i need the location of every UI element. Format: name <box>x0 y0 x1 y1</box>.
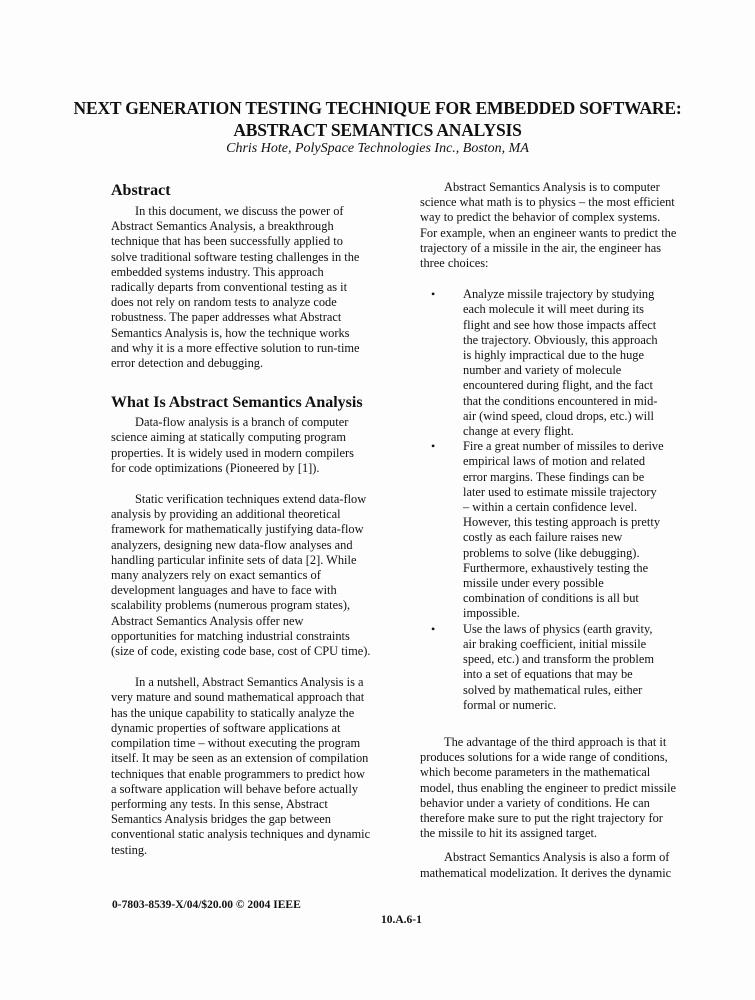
text-line: empirical laws of motion and related <box>463 454 646 469</box>
text-line: into a set of equations that may be <box>463 667 633 682</box>
text-line: a software application will behave before actually <box>111 781 359 796</box>
text-line: In a nutshell, Abstract Semantics Analysis is a <box>135 675 364 690</box>
text-line: In this document, we discuss the power of <box>135 204 344 218</box>
text-line: (size of code, existing code base, cost of CPU time). <box>111 644 371 659</box>
abstract-paragraph <box>111 204 396 371</box>
text-line: that the conditions encountered in mid- <box>463 393 658 408</box>
text-line: encountered during flight, and the fact <box>463 378 653 393</box>
text-line: framework for mathematically justifying data-flow <box>111 522 364 537</box>
text-line: way to predict the behavior of complex systems. <box>420 210 661 225</box>
list-item-fire-missiles <box>426 439 710 621</box>
text-line: each molecule it will meet during its <box>463 302 644 317</box>
text-line: scalability problems (numerous program states), <box>111 598 351 613</box>
text-line: compilation time – without executing the program <box>111 736 361 751</box>
text-line: Furthermore, exhaustively testing the <box>463 560 649 575</box>
text-line: missile under every possible <box>463 576 604 591</box>
text-line: For example, when an engineer wants to predict the <box>420 225 677 240</box>
text-line: change at every flight. <box>463 424 574 439</box>
text-line: air (wind speed, cloud drops, etc.) will <box>463 408 654 423</box>
text-line: testing. <box>111 842 148 857</box>
text-line: error margins. These findings can be <box>463 469 645 484</box>
text-line: – within a certain confidence level. <box>463 500 638 515</box>
text-line: Abstract Semantics Analysis is to computer <box>444 180 660 194</box>
text-line: properties. It is widely used in modern compilers <box>111 445 354 460</box>
bullet-icon: • <box>431 439 436 454</box>
paragraph-third-approach-advantage <box>420 735 710 841</box>
paragraph-nutshell <box>111 675 396 857</box>
text-line: robustness. The paper addresses what Abstract <box>111 310 342 325</box>
right-column <box>420 180 710 881</box>
text-line: trajectory of a missile in the air, the engineer has <box>420 240 662 255</box>
author-affiliation: Chris Hote, PolySpace Technologies Inc., Boston, MA <box>226 141 529 156</box>
text-line: which become parameters in the mathematical <box>420 765 651 780</box>
text-line: The advantage of the third approach is that it <box>444 734 667 749</box>
text-line: science what math is to physics – the most efficient <box>420 195 675 210</box>
text-line: mathematical modelization. It derives the dynamic <box>420 865 672 880</box>
paragraph-static-verification <box>111 492 396 659</box>
section-heading-what-is-asa: What Is Abstract Semantics Analysis <box>111 394 363 412</box>
text-line: three choices: <box>420 256 489 271</box>
text-line: very mature and sound mathematical approach that <box>111 690 365 705</box>
text-line: itself. It may be seen as an extension of compilation <box>111 751 369 766</box>
left-column <box>111 181 396 858</box>
text-line: costly as each failure raises new <box>463 530 623 545</box>
text-line: solve traditional software testing challenges in the <box>111 249 360 264</box>
text-line: behavior under a variety of conditions. He can <box>420 795 650 810</box>
page-number: 10.A.6-1 <box>381 914 422 926</box>
text-line: therefore make sure to put the right trajectory for <box>420 810 663 825</box>
text-line: opportunities for matching industrial constraints <box>111 628 350 643</box>
text-line: the missile to hit its assigned target. <box>420 826 598 841</box>
text-line: techniques that enable programmers to predict how <box>111 766 365 781</box>
text-line: solved by mathematical rules, either <box>463 682 643 697</box>
text-line: Abstract Semantics Analysis, a breakthrough <box>111 219 334 234</box>
text-line: However, this testing approach is pretty <box>463 515 661 530</box>
bullet-icon: • <box>431 621 436 636</box>
text-line: embedded systems industry. This approach <box>111 264 324 279</box>
text-line: produces solutions for a wide range of conditions, <box>420 750 668 765</box>
text-line: later used to estimate missile trajectory <box>463 484 657 499</box>
text-line: Fire a great number of missiles to derive <box>463 439 664 454</box>
text-line: Analyze missile trajectory by studying <box>463 287 655 302</box>
text-line: analyzers, designing new data-flow analyses and <box>111 537 353 552</box>
text-line: Abstract Semantics Analysis offer new <box>111 613 304 628</box>
text-line: dynamic properties of software applications at <box>111 720 341 735</box>
text-line: has the unique capability to statically analyze the <box>111 705 355 720</box>
text-line: model, thus enabling the engineer to predict missile <box>420 780 677 795</box>
text-line: Static verification techniques extend data-flow <box>135 492 367 507</box>
text-line: number and variety of molecule <box>463 363 622 378</box>
list-item-molecule-analysis <box>426 287 710 439</box>
text-line: does not rely on random tests to analyze code <box>111 295 337 310</box>
text-line: radically departs from conventional testing as it <box>111 280 348 295</box>
text-line: combination of conditions is all but <box>463 591 639 606</box>
bullet-list-choices <box>420 287 710 713</box>
text-line: air braking coefficient, initial missile <box>463 636 647 651</box>
text-line: is highly impractical due to the huge <box>463 348 644 363</box>
text-line: handling particular infinite sets of data [2]. While <box>111 552 357 567</box>
paper-title-line-2: ABSTRACT SEMANTICS ANALYSIS <box>233 120 522 140</box>
text-line: speed, etc.) and transform the problem <box>463 652 654 667</box>
text-line: Data-flow analysis is a branch of computer <box>135 415 349 430</box>
text-line: analysis by providing an additional theoretical <box>111 507 341 522</box>
paper-title <box>0 97 755 141</box>
text-line: performing any tests. In this sense, Abstract <box>111 796 328 811</box>
text-line: formal or numeric. <box>463 697 557 712</box>
list-item-laws-of-physics <box>426 622 710 713</box>
paper-title-line-1: NEXT GENERATION TESTING TECHNIQUE FOR EMBEDDED SOFTWARE: <box>73 98 682 118</box>
abstract-heading: Abstract <box>111 182 171 199</box>
text-line: technique that has been successfully applied to <box>111 234 343 249</box>
text-line: the trajectory. Obviously, this approach <box>463 332 658 347</box>
text-line: problems to solve (like debugging). <box>463 545 640 560</box>
text-line: flight and see how those impacts affect <box>463 317 657 332</box>
text-line: science aiming at statically computing program <box>111 430 347 445</box>
paragraph-data-flow <box>111 415 396 476</box>
text-line: Abstract Semantics Analysis is also a form of <box>444 850 670 865</box>
text-line: Semantics Analysis bridges the gap between <box>111 812 331 827</box>
text-line: error detection and debugging. <box>111 356 264 371</box>
text-line: many analyzers rely on exact semantics of <box>111 568 321 583</box>
text-line: for code optimizations (Pioneered by [1]). <box>111 460 320 475</box>
text-line: and why it is a more effective solution to run-time <box>111 340 360 355</box>
text-line: Use the laws of physics (earth gravity, <box>463 621 653 636</box>
text-line: conventional static analysis techniques and dynamic <box>111 827 371 842</box>
paragraph-asa-intro <box>420 180 710 271</box>
copyright-notice: 0-7803-8539-X/04/$20.00 © 2004 IEEE <box>112 899 301 911</box>
text-line: development languages and have to face with <box>111 583 337 598</box>
text-line: Semantics Analysis is, how the technique works <box>111 325 350 340</box>
bullet-icon: • <box>431 287 436 302</box>
text-line: impossible. <box>463 606 520 621</box>
paragraph-modelization <box>420 850 710 880</box>
